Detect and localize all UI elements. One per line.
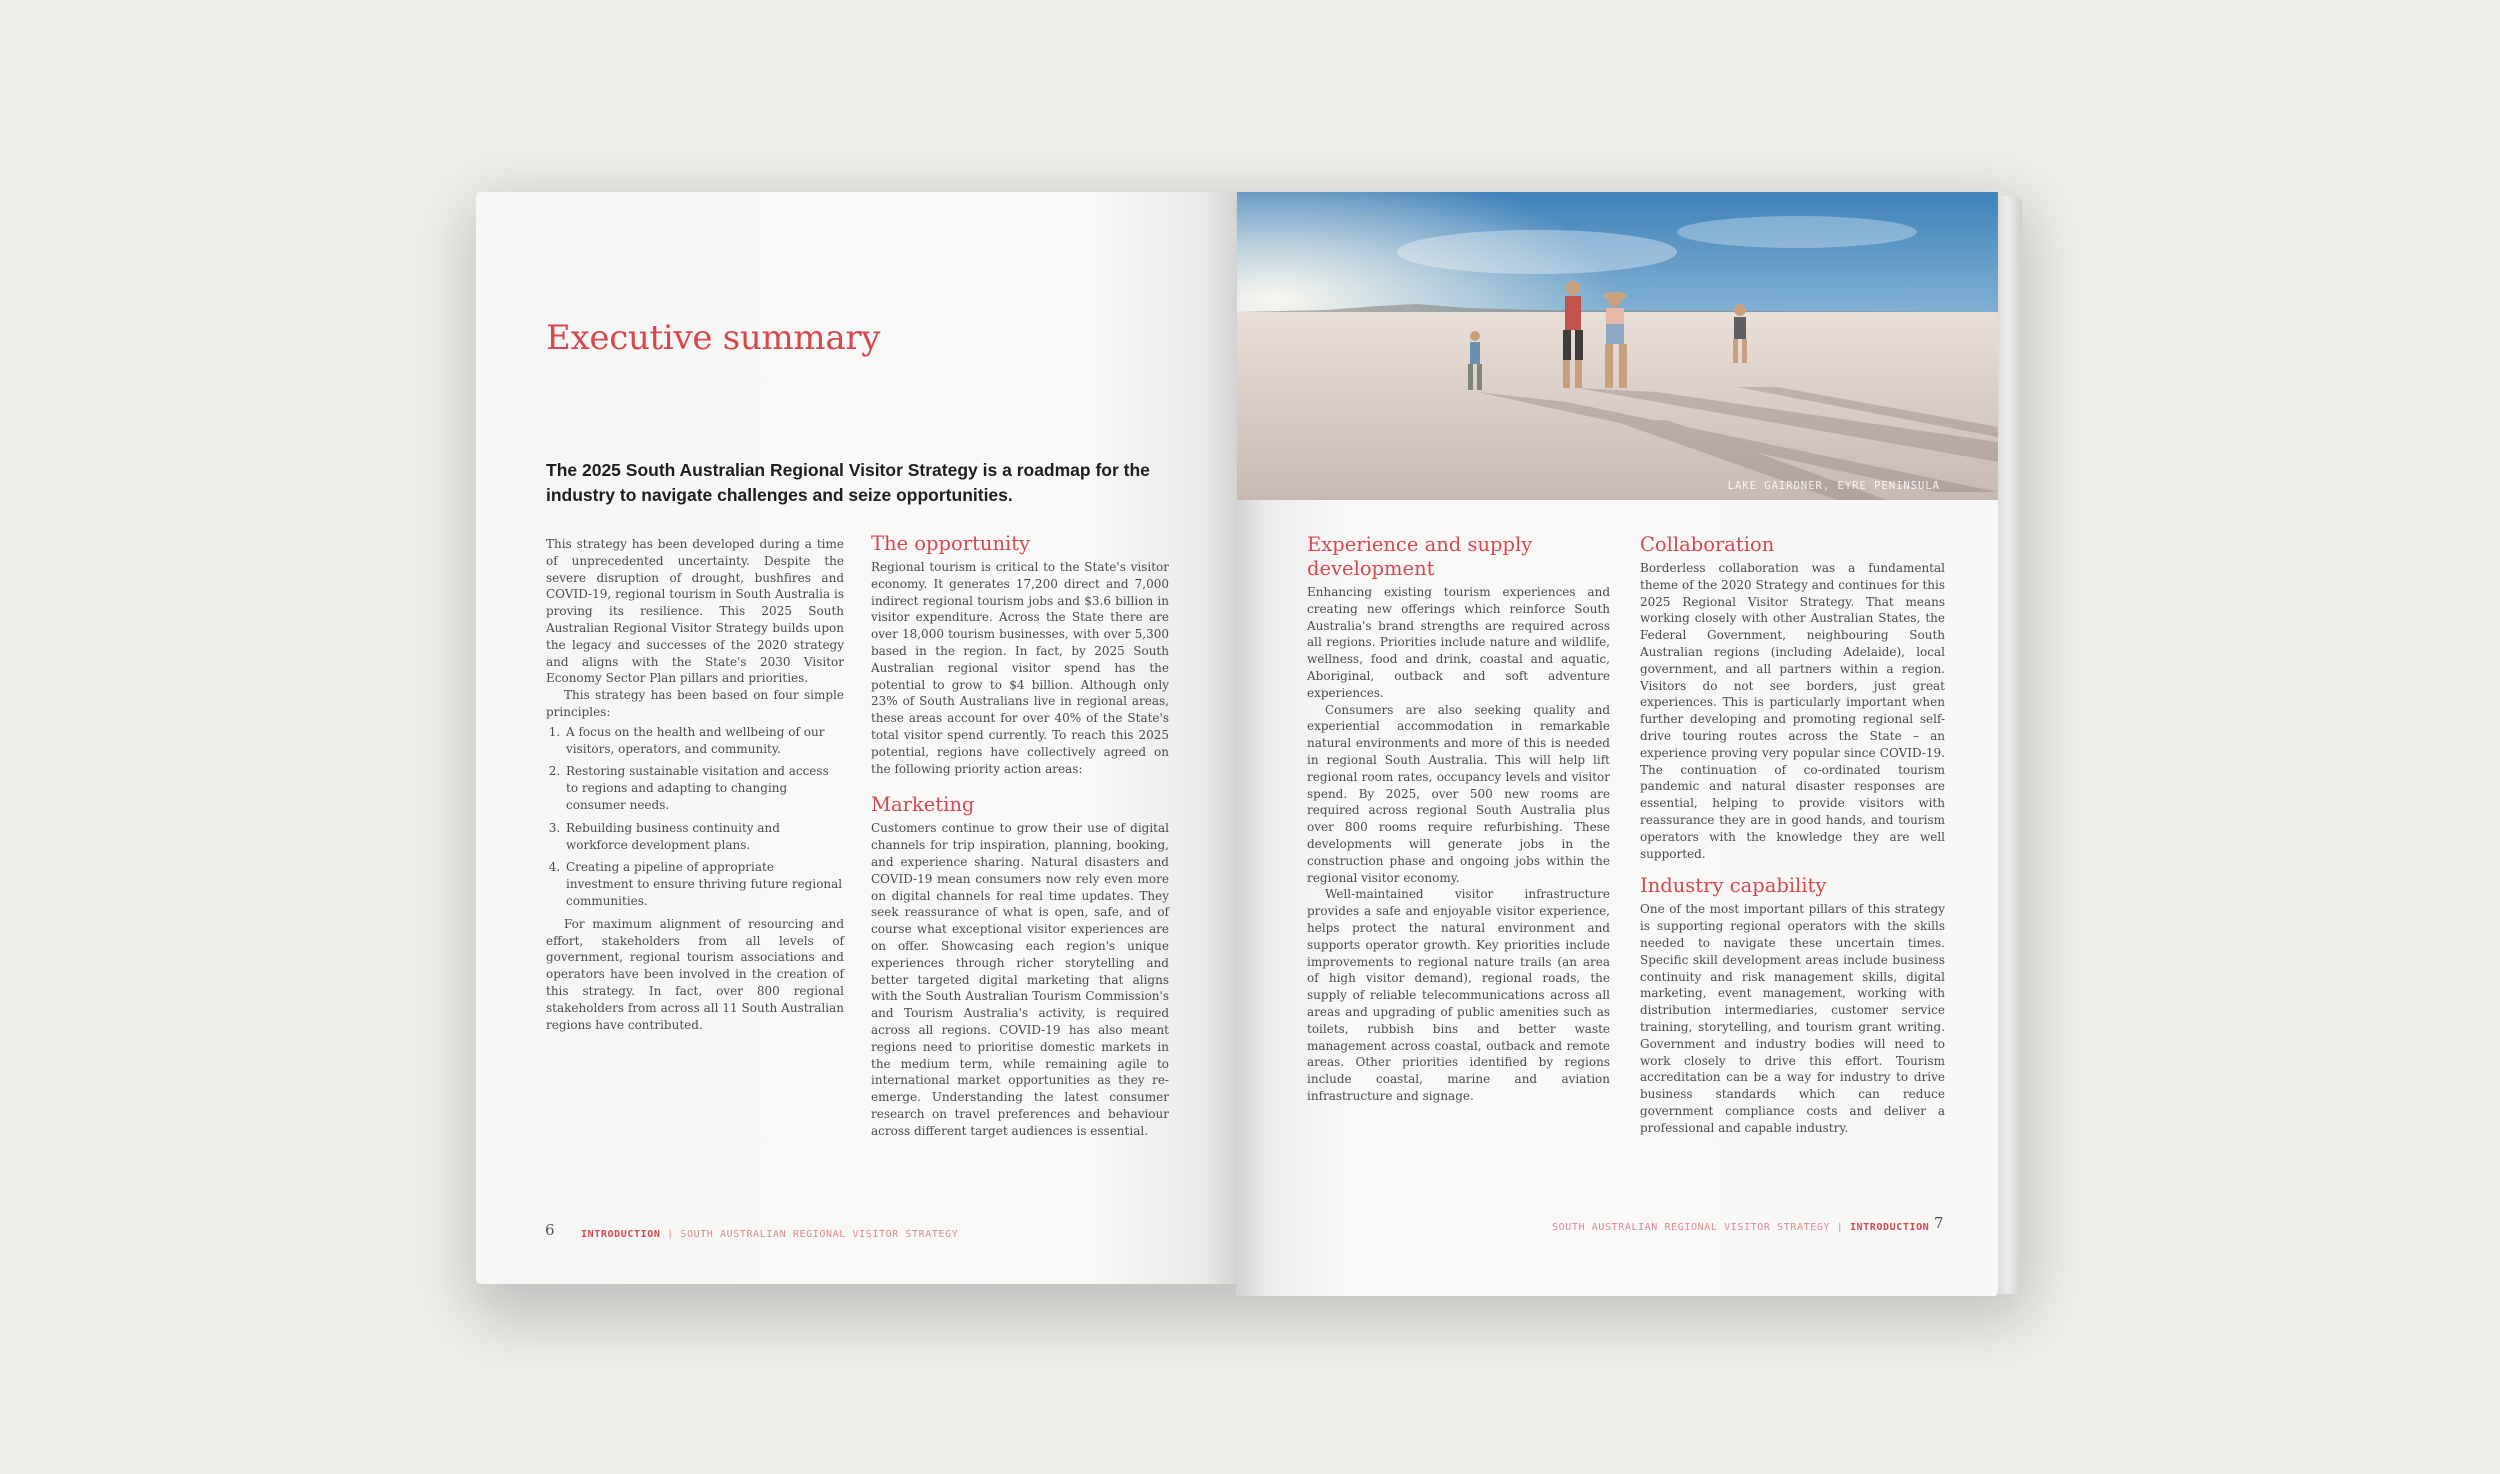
intro-paragraph-1: This strategy has been developed during a time of unprecedented uncertainty. Despite the severe disruption of drought, bushfires and COVID-19, regional tourism in South Australia is proving its resilience. This 2025 South Australian Regional Visitor Strategy builds upon the legacy and successes of the 2020 strategy and aligns with the State's 2030 Visitor Economy Sector Plan pillars and priorities. [546,537,844,686]
footer-document-title: SOUTH AUSTRALIAN REGIONAL VISITOR STRATEGY [680,1229,959,1240]
page-title: Executive summary [546,318,881,358]
intro-paragraph-2: This strategy has been based on four simple principles: [546,688,844,719]
list-item: 3. Rebuilding business continuity and workforce development plans. [564,820,844,854]
page-number-left: 6 [545,1221,555,1239]
collaboration-body: Borderless collaboration was a fundamental theme of the 2020 Strategy and continues for this 2025 Regional Visitor Strategy. That means working closely with other Australian States, the Federal Government, neighbouring South Australian regions (including Adelaide), local government, and all partners within a region. Visitors do not see borders, just great experiences. This is particularly important when further developing and promoting regional self-drive touring routes across the State – an experience proving very popular since COVID-19. The continuation of co-ordinated tourism pandemic and natural disaster responses are essential, helping to provide visitors with reassurance they are in good hands, and tourism operators with the knowledge they are well supported. [1640,561,1945,861]
marketing-heading: Marketing [871,793,975,817]
industry-body: One of the most important pillars of this strategy is supporting regional operators with the skills needed to navigate these uncertain times. Specific skill development areas include business continuity and risk management skills, digital marketing, event management, working with distribution intermediaries, customer service training, storytelling, and tourism grant writing. Government and industry bodies will need to work closely to drive this effort. Tourism accreditation can be a way for industry to drive business standards which can reduce government compliance costs and deliver a professional and capable industry. [1640,902,1945,1135]
principles-list [546,724,844,910]
opportunity-heading: The opportunity [871,532,1031,555]
collaboration-column [1640,533,1945,1137]
experience-paragraph-3: Well-maintained visitor infrastructure provides a safe and enjoyable visitor experience, helps protect the natural environment and supports operator growth. Key priorities include improvements to regional nature trails (an area of high visitor demand), regional roads, the supply of reliable telecommunications across all areas and upgrading of public amenities such as toilets, rubbish bins and better waste management across coastal, outback and remote areas. Other priorities identified by regions include coastal, marine and aviation infrastructure and signage. [1307,887,1610,1103]
experience-paragraph-2: Consumers are also seeking quality and experiential accommodation in remarkable natural environments and more of this is needed in regional South Australia. This will help lift regional room rates, occupancy levels and visitor spend. By 2025, over 500 new rooms are required across regional South Australia plus over 800 rooms require refurbishing. These developments will generate jobs in the construction phase and ongoing jobs within the regional visitor economy. [1307,702,1610,885]
cover-photo [1237,192,1998,500]
opportunity-body: Regional tourism is critical to the State's visitor economy. It generates 17,200 direct and 7,000 indirect regional tourism jobs and $3.6 billion in visitor expenditure. Across the State there are over 18,000 tourism businesses, with over 5,300 based in the region. In fact, by 2025 South Australian regional visitor spend has the potential to grow to $4 billion. Although only 23% of South Australians live in regional areas, these areas account for over 40% of the State's total visitor spend currently. To reach this 2025 potential, regions have collectively agreed on the following priority action areas: [871,560,1169,776]
list-item: 4. Creating a pipeline of appropriate investment to ensure thriving future regional communities. [564,859,844,909]
intro-column [546,536,844,1033]
page-stack-edge [1998,196,2022,1294]
experience-heading: Experience and supply development [1307,533,1533,580]
industry-heading: Industry capability [1640,874,1827,898]
experience-column [1307,533,1610,1105]
collaboration-heading: Collaboration [1640,533,1775,556]
footer-section: INTRODUCTION [581,1229,661,1240]
intro-paragraph-3: For maximum alignment of resourcing and effort, stakeholders from all levels of government, regional tourism associations and operators have been involved in the creation of this strategy. In fact, over 800 regional stakeholders from across all 11 South Australian regions have contributed. [546,916,844,1032]
lead-statement: The 2025 South Australian Regional Visitor Strategy is a roadmap for the industry to navigate challenges and seize opportunities. [546,460,1150,505]
page-number-right: 7 [1934,1214,1944,1232]
footer-document-title: SOUTH AUSTRALIAN REGIONAL VISITOR STRATEGY [1552,1222,1831,1233]
list-item: 2. Restoring sustainable visitation and access to regions and adapting to changing consumer needs. [564,763,844,813]
footer-separator: | [1836,1222,1844,1233]
marketing-body: Customers continue to grow their use of digital channels for trip inspiration, planning, booking, and experience sharing. Natural disasters and COVID-19 mean consumers now rely even more on digital channels for real time updates. They seek reassurance of what is open, safe, and of course what exceptional visitor experiences are on offer. Showcasing each region's unique experiences through richer storytelling and better targeted digital marketing that aligns with the South Australian Tourism Commission's and Tourism Australia's activity, is required across all regions. COVID-19 has also meant regions need to prioritise domestic markets in the medium term, while remaining agile to international market opportunities as they re-emerge. Understanding the latest consumer research on travel preferences and behaviour across different target audiences is essential. [871,821,1169,1138]
salt-lake-photo [1237,192,1998,500]
list-item: 1. A focus on the health and wellbeing of our visitors, operators, and community. [564,724,844,758]
footer-separator: | [667,1229,674,1240]
photo-caption: LAKE GAIRDNER, EYRE PENINSULA [1727,480,1940,492]
running-footer-left [581,1229,958,1240]
experience-paragraph-1: Enhancing existing tourism experiences and creating new offerings which reinforce South Australia's brand strengths are required across all regions. Priorities include nature and wildlife, wellness, food and drink, coastal and aquatic, Aboriginal, outback and soft adventure experiences. [1307,585,1610,700]
running-footer-right [1552,1222,1929,1233]
opportunity-column [871,532,1169,1140]
footer-section: INTRODUCTION [1849,1222,1930,1233]
